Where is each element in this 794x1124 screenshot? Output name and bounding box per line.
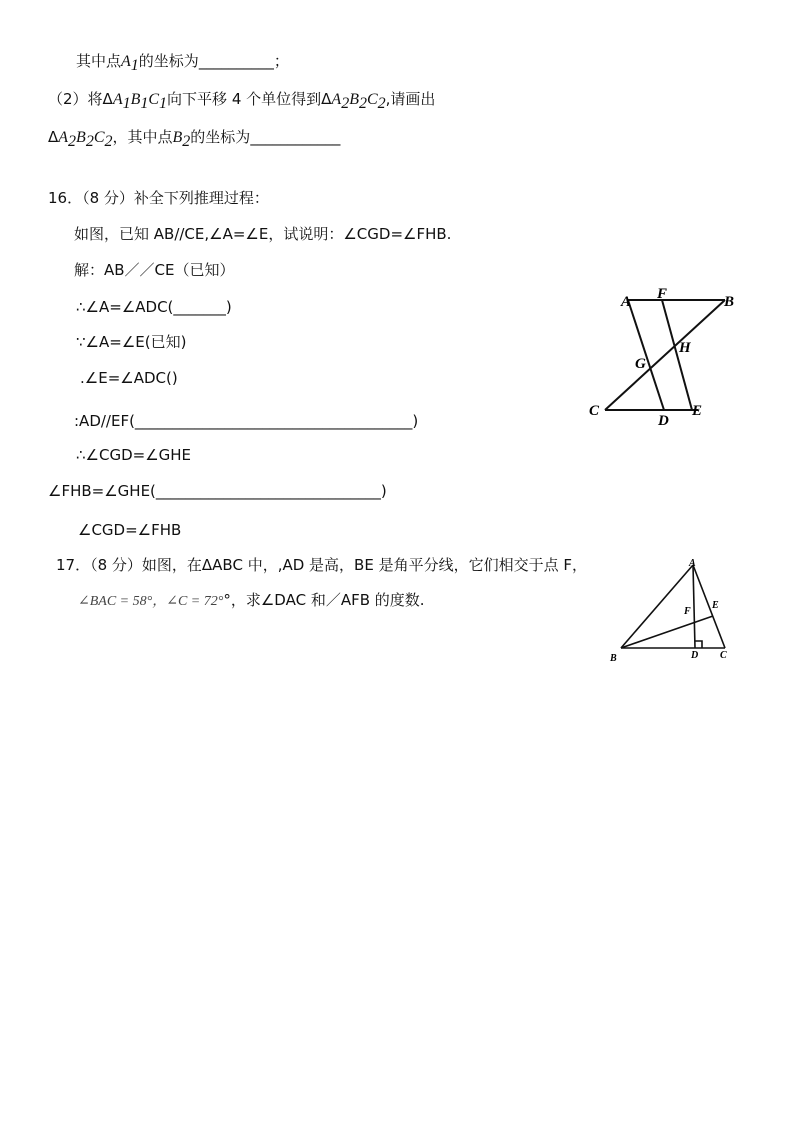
q15-part2-b2-line: $\Delta A_2B_2C_2$，其中点$B_2$的坐标为____________ xyxy=(48,128,341,150)
q16-solve: 解：AB／／CE（已知） xyxy=(74,261,235,279)
q16-title: 16．（8 分）补全下列推理过程： xyxy=(48,189,269,207)
q16-step7: ∠CGD=∠FHB xyxy=(78,521,182,539)
q16-figure xyxy=(585,285,735,425)
label-e: E xyxy=(692,403,703,419)
label-f: F xyxy=(684,606,691,617)
label-h: H xyxy=(679,340,691,356)
answer-blank[interactable]: __________ xyxy=(198,52,274,70)
label-d: D xyxy=(691,650,699,661)
q16-step3[interactable]: .∠E=∠ADC() xyxy=(80,369,178,387)
label-b: B xyxy=(724,294,735,310)
q17-line1: 17．（8 分）如图，在ΔABC 中，,AD 是高，BE 是角平分线，它们相交于点 F， xyxy=(56,556,587,574)
label-f: F xyxy=(657,286,668,302)
label-a: A xyxy=(689,558,696,569)
q16-step5: ∴∠CGD=∠GHE xyxy=(76,446,192,464)
q16-step2: ∵∠A=∠E(已知) xyxy=(76,333,187,351)
label-c: C xyxy=(720,650,727,661)
q17-figure xyxy=(605,555,745,670)
q15-point-a1-line: 其中点$A_1$的坐标为__________； xyxy=(76,52,289,74)
q15-part2-line: （2）将$\Delta A_1B_1C_1$向下平移 4 个单位得到$\Delta A_2B_2C_2$,请画出 xyxy=(48,90,436,112)
label-g: G xyxy=(635,356,646,372)
q16-step6[interactable]: ∠FHB=∠GHE(______________________________) xyxy=(48,482,387,500)
q16-given: 如图，已知 AB//CE,∠A=∠E，试说明：∠CGD=∠FHB. xyxy=(74,225,452,243)
answer-blank[interactable]: ____________ xyxy=(250,128,341,146)
label-c: C xyxy=(589,403,600,419)
q17-angles: ∠BAC = 58°，∠C = 72° xyxy=(78,594,224,609)
q16-step1[interactable]: ∴∠A=∠ADC(_______) xyxy=(76,298,232,316)
q17-line2: ∠BAC = 58°，∠C = 72°°，求∠DAC 和／AFB 的度数. xyxy=(78,591,425,609)
label-e: E xyxy=(712,600,719,611)
label-d: D xyxy=(658,413,669,425)
label-b: B xyxy=(610,653,617,664)
label-a: A xyxy=(621,294,632,310)
q16-step4[interactable]: :AD//EF(_____________________________________) xyxy=(74,412,419,430)
